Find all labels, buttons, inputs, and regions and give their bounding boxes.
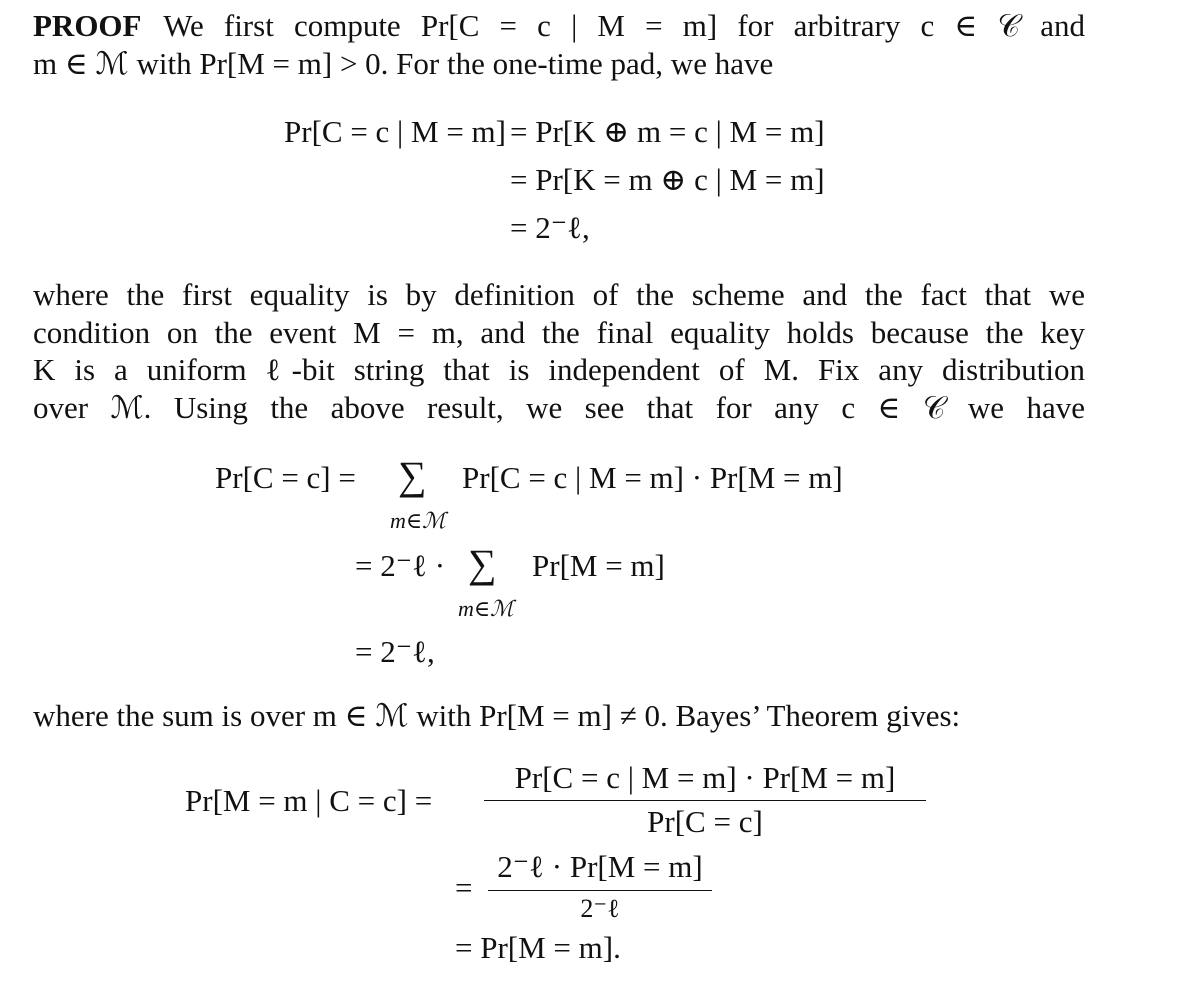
eq3-fraction-2-bar <box>488 890 712 891</box>
intro-line-1 <box>33 7 1085 45</box>
eq2-sum-2: ∑ <box>468 541 497 586</box>
para2-line-3: K is a uniform ℓ-bit string that is independent of M. Fix any distribution <box>33 352 1085 387</box>
eq3-fraction-1-numerator: Pr[C = c | M = m] · Pr[M = m] <box>514 760 896 795</box>
eq3-fraction-1-bar <box>484 800 926 801</box>
para2-line-1: where the first equality is by definition of the scheme and the fact that we <box>33 277 1085 312</box>
para3-line-1: where the sum is over m ∈ ℳ with Pr[M = m] ≠ 0. Bayes’ Theorem gives: <box>33 698 961 733</box>
eq2-sum-2-sub: m∈ℳ <box>458 596 514 621</box>
intro-text-1: We first compute Pr[C = c | M = m] for arbitrary c ∈ 𝒞 and <box>163 8 1085 43</box>
proof-intro <box>33 7 1085 82</box>
paragraph-3 <box>33 697 1085 735</box>
eq2-rhs-line-2-body: Pr[M = m] <box>532 548 665 583</box>
intro-line-2: m ∈ ℳ with Pr[M = m] > 0. For the one-time pad, we have <box>33 45 774 81</box>
eq1-rhs-line-2: = Pr[K = m ⊕ c | M = m] <box>510 162 825 197</box>
eq1-rhs-line-3: = 2⁻ℓ, <box>510 210 590 245</box>
eq2-rhs-line-3: = 2⁻ℓ, <box>355 634 435 669</box>
eq2-rhs-line-2-prefix: = 2⁻ℓ · <box>355 548 446 583</box>
eq3-lhs: Pr[M = m | C = c] = <box>185 783 433 818</box>
para2-line-2: condition on the event M = m, and the final equality holds because the key <box>33 314 1085 350</box>
eq1-lhs: Pr[C = c | M = m] <box>284 114 506 149</box>
eq3-rhs-line-3: = Pr[M = m]. <box>455 930 621 965</box>
eq3-fraction-2-denominator: 2⁻ℓ <box>580 894 620 923</box>
paragraph-2 <box>33 276 1085 426</box>
eq2-rhs-line-1: Pr[C = c | M = m] · Pr[M = m] <box>462 460 843 495</box>
eq2-lhs: Pr[C = c] = <box>215 460 356 495</box>
para2-line-4: over ℳ. Using the above result, we see that for any c ∈ 𝒞 we have <box>33 389 1085 425</box>
eq2-sum-1-sub: m∈ℳ <box>390 508 446 533</box>
eq3-equals-sign: = <box>455 870 473 905</box>
eq3-fraction-2-numerator: 2⁻ℓ · Pr[M = m] <box>497 849 703 884</box>
eq1-rhs-line-1: = Pr[K ⊕ m = c | M = m] <box>510 114 825 149</box>
eq2-sum-1: ∑ <box>398 453 427 498</box>
eq3-fraction-1-denominator: Pr[C = c] <box>647 804 763 839</box>
proof-label: PROOF <box>33 8 142 43</box>
